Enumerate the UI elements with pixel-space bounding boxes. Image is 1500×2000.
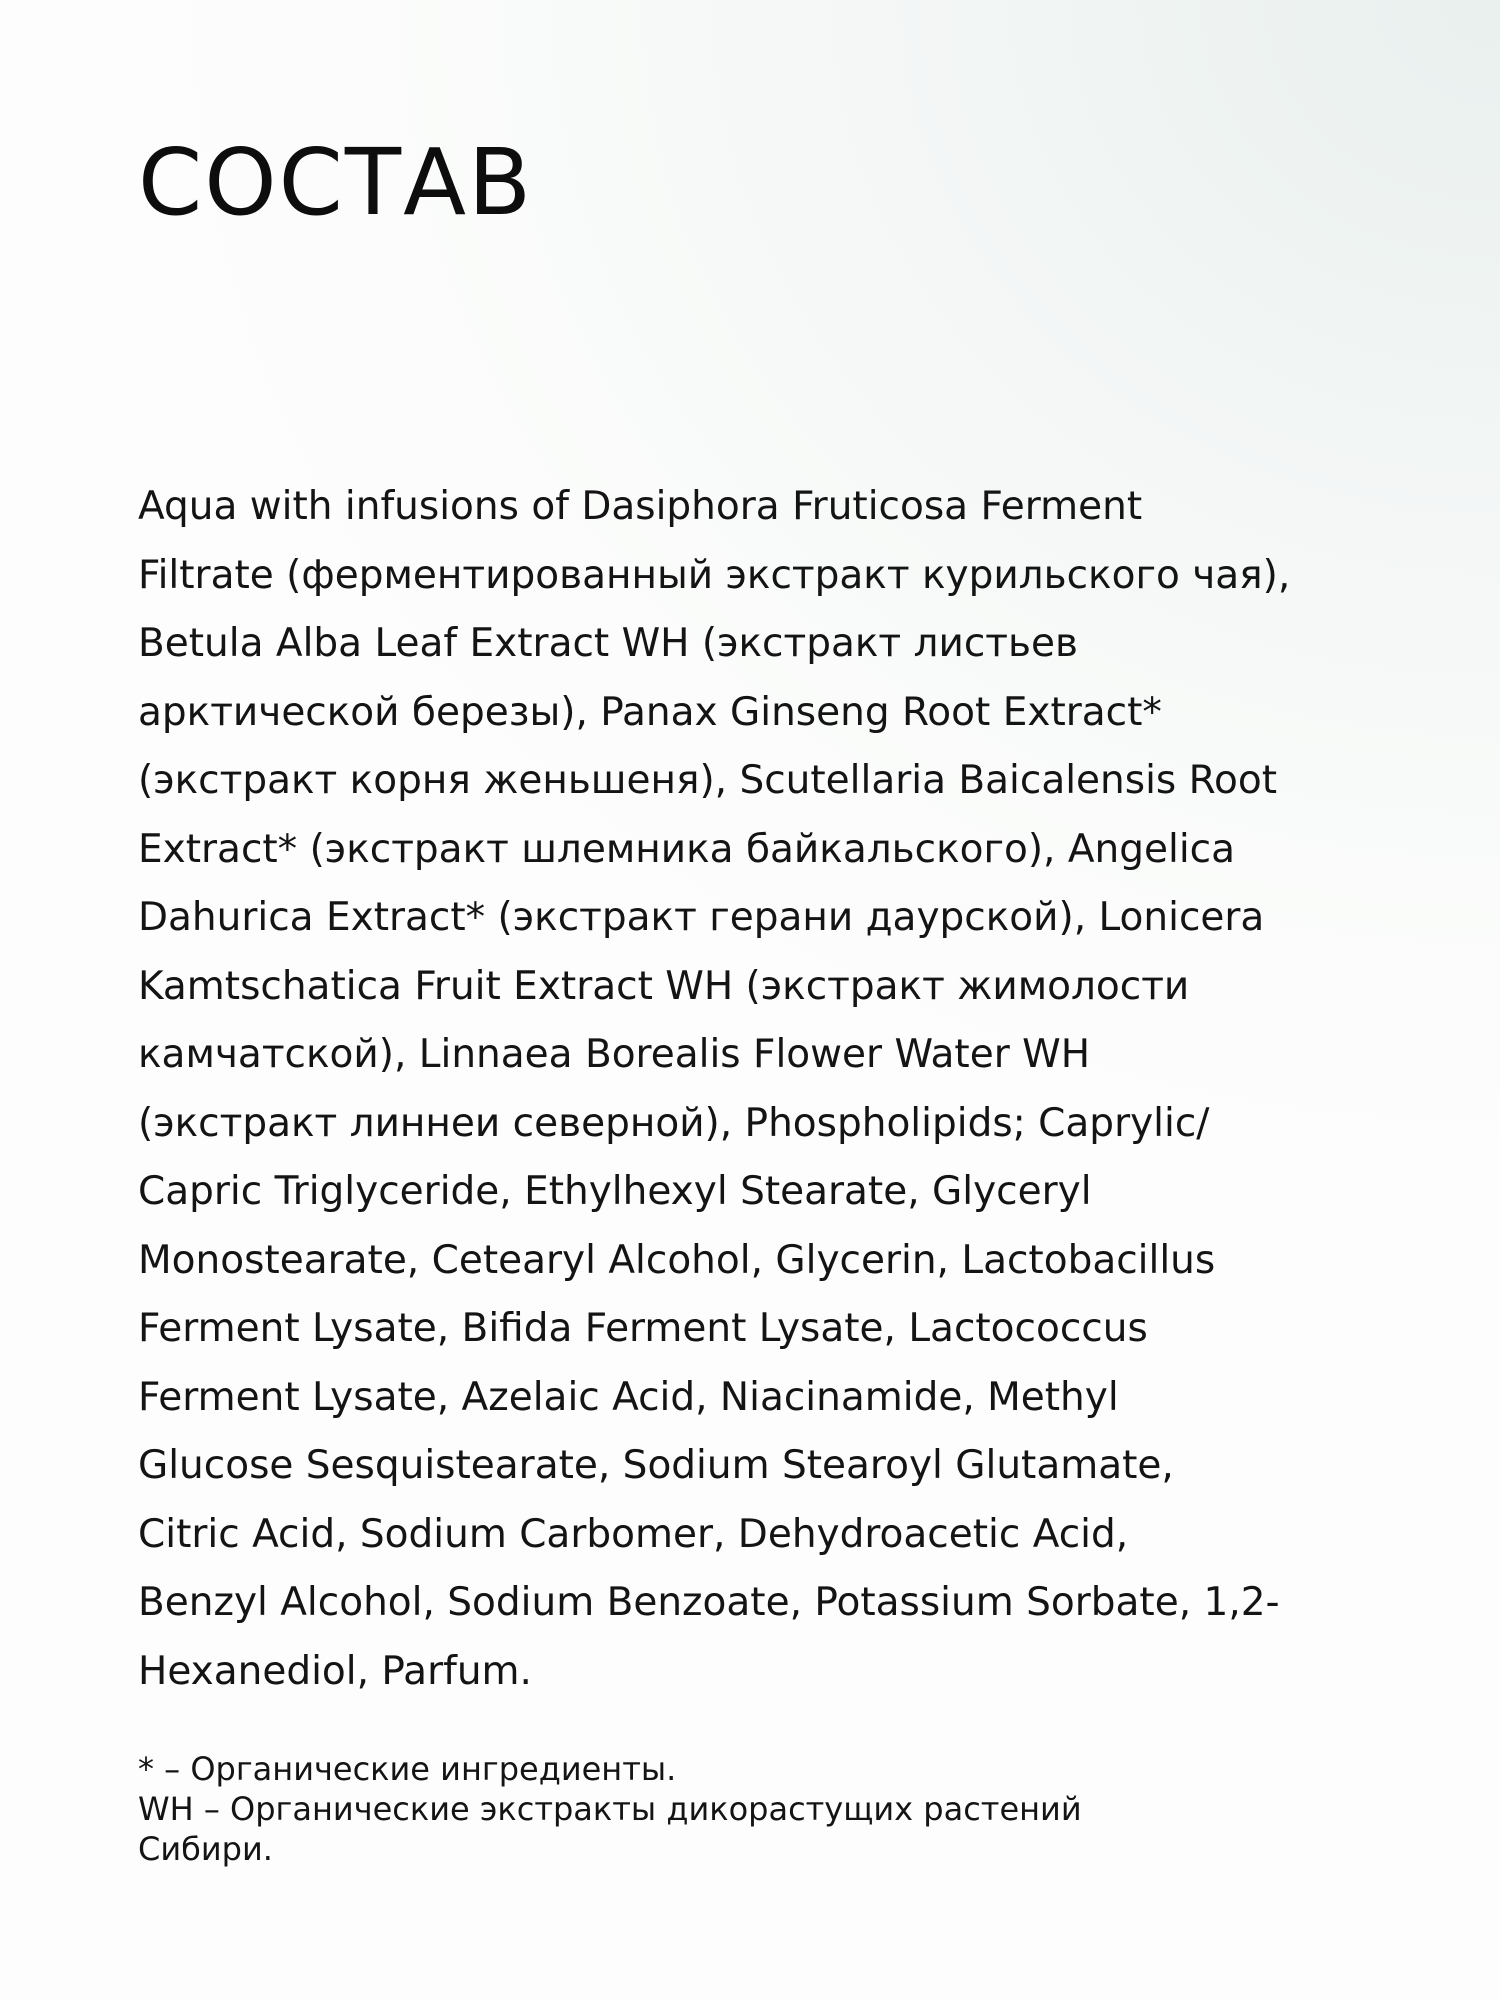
- ingredients-line: Monostearate, Cetearyl Alcohol, Glycerin, Lactobacillus: [138, 1237, 1216, 1283]
- footnote-wh-continued: Сибири.: [138, 1830, 273, 1868]
- ingredients-line: (экстракт линнеи северной), Phospholipids; Caprylic/: [138, 1100, 1210, 1146]
- ingredients-line: Dahurica Extract* (экстракт герани даурской), Lonicera: [138, 895, 1265, 940]
- ingredients-line: Extract* (экстракт шлемника байкальского), Angelica: [138, 826, 1236, 872]
- ingredients-line: Benzyl Alcohol, Sodium Benzoate, Potassium Sorbate, 1,2-: [138, 1580, 1280, 1625]
- page-title: СОСТАВ: [138, 129, 534, 236]
- ingredients-line: Ferment Lysate, Azelaic Acid, Niacinamide, Methyl: [138, 1374, 1119, 1420]
- ingredients-line: Kamtschatica Fruit Extract WH (экстракт жимолости: [138, 963, 1190, 1009]
- ingredients-line: Aqua with infusions of Dasiphora Fruticosa Ferment: [138, 484, 1143, 529]
- ingredients-list: [138, 473, 1398, 1706]
- ingredients-line: Citric Acid, Sodium Carbomer, Dehydroacetic Acid,: [138, 1511, 1129, 1557]
- footnote-organic: * – Органические ингредиенты.: [138, 1750, 677, 1788]
- ingredients-line: камчатской), Linnaea Borealis Flower Water WH: [138, 1032, 1091, 1077]
- ingredients-line: Filtrate (ферментированный экстракт курильского чая),: [138, 552, 1291, 598]
- ingredients-line: Glucose Sesquistearate, Sodium Stearoyl Glutamate,: [138, 1443, 1174, 1488]
- ingredients-line: Capric Triglyceride, Ethylhexyl Stearate, Glyceryl: [138, 1169, 1092, 1214]
- ingredients-line: Betula Alba Leaf Extract WH (экстракт листьев: [138, 621, 1078, 666]
- footnote-wh: WH – Органические экстракты дикорастущих растений: [138, 1790, 1082, 1828]
- ingredients-line: Hexanediol, Parfum.: [138, 1648, 532, 1694]
- footnotes: [138, 1749, 1398, 1869]
- ingredients-line: (экстракт корня женьшеня), Scutellaria Baicalensis Root: [138, 758, 1277, 803]
- ingredients-line: арктической березы), Panax Ginseng Root Extract*: [138, 689, 1162, 735]
- ingredients-line: Ferment Lysate, Bifida Ferment Lysate, Lactococcus: [138, 1306, 1148, 1351]
